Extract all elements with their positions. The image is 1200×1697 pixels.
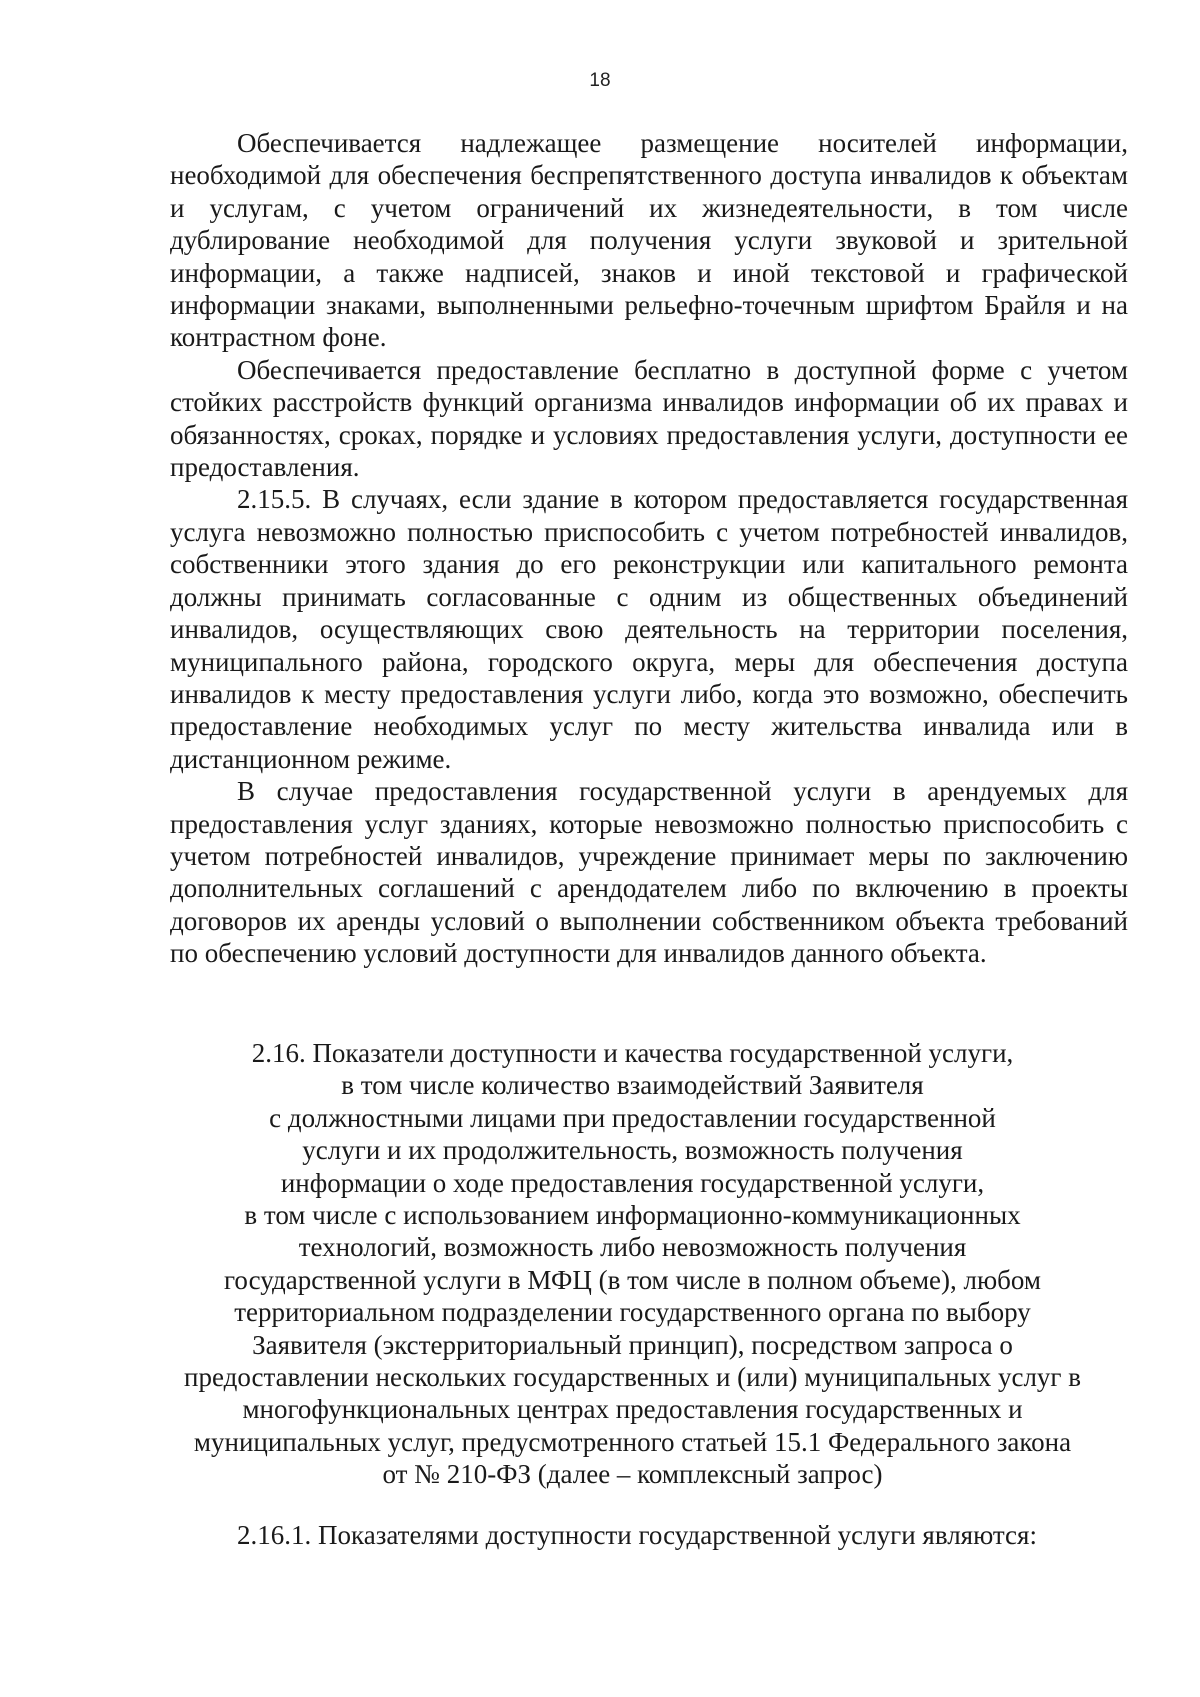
heading-line: услуги и их продолжительность, возможность получения	[302, 1135, 963, 1166]
paragraph-2-15-5-building-adaptation: 2.15.5. В случаях, если здание в котором предоставляется государственная услуга невозможно полностью приспособить с учетом потребностей инвалидов, собственники этого здания до его реконструкции или капитального ремонта должны принимать согласованные с одним из общественных объединений инвалидов, осуществляющих свою деятельность на территории поселения, муниципального района, городского округа, меры для обеспечения доступа инвалидов к месту предоставления услуги либо, когда это возможно, обеспечить предоставление необходимых услуг по месту жительства инвалида или в дистанционном режиме.	[170, 484, 1128, 774]
heading-line: информации о ходе предоставления государственной услуги,	[280, 1167, 985, 1198]
heading-line: муниципальных услуг, предусмотренного статьей 15.1 Федерального закона	[193, 1426, 1072, 1457]
heading-line: многофункциональных центрах предоставления государственных и	[242, 1394, 1023, 1425]
heading-line: с должностными лицами при предоставлении государственной	[269, 1102, 996, 1133]
heading-line: государственной услуги в МФЦ (в том числе в полном объеме), любом	[224, 1264, 1041, 1295]
heading-line: технологий, возможность либо невозможность получения	[298, 1232, 967, 1263]
heading-line: в том числе количество взаимодействий Заявителя	[341, 1070, 924, 1101]
paragraph-2-16-1-accessibility-indicators: 2.16.1. Показателями доступности государственной услуги являются:	[237, 1520, 1037, 1550]
paragraph-braille-information: Обеспечивается надлежащее размещение носителей информации, необходимой для обеспечения беспрепятственного доступа инвалидов к объектам и услугам, с учетом ограничений их жизнедеятельности, в том числе дублирование необходимой для получения услуги звуковой и зрительной информации, а также надписей, знаков и иной текстовой и графической информации знаками, выполненными рельефно-точечным шрифтом Брайля и на контрастном фоне.	[170, 128, 1128, 353]
heading-line: в том числе с использованием информационно-коммуникационных	[244, 1200, 1021, 1231]
section-heading-2-16	[140, 1037, 1125, 1491]
body-text	[170, 127, 1128, 970]
paragraph-rented-buildings: В случае предоставления государственной услуги в арендуемых для предоставления услуг зданиях, которые невозможно полностью приспособить с учетом потребностей инвалидов, учреждение принимает меры по заключению дополнительных соглашений с арендодателем либо по включению в проекты договоров их аренды условий о выполнении собственником объекта требований по обеспечению условий доступности для инвалидов данного объекта.	[170, 776, 1128, 969]
heading-line: Заявителя (экстерриториальный принцип), посредством запроса о	[252, 1329, 1013, 1360]
heading-line: от № 210-ФЗ (далее – комплексный запрос)	[382, 1459, 883, 1490]
heading-line: предоставлении нескольких государственных и (или) муниципальных услуг в	[184, 1362, 1081, 1393]
page-number: 18	[589, 70, 611, 91]
paragraph-free-accessible-information: Обеспечивается предоставление бесплатно в доступной форме с учетом стойких расстройств функций организма инвалидов информации об их правах и обязанностях, сроках, порядке и условиях предоставления услуги, доступности ее предоставления.	[170, 354, 1128, 483]
heading-line: 2.16. Показатели доступности и качества государственной услуги,	[251, 1038, 1014, 1068]
heading-line: территориальном подразделении государственного органа по выбору	[234, 1297, 1031, 1328]
